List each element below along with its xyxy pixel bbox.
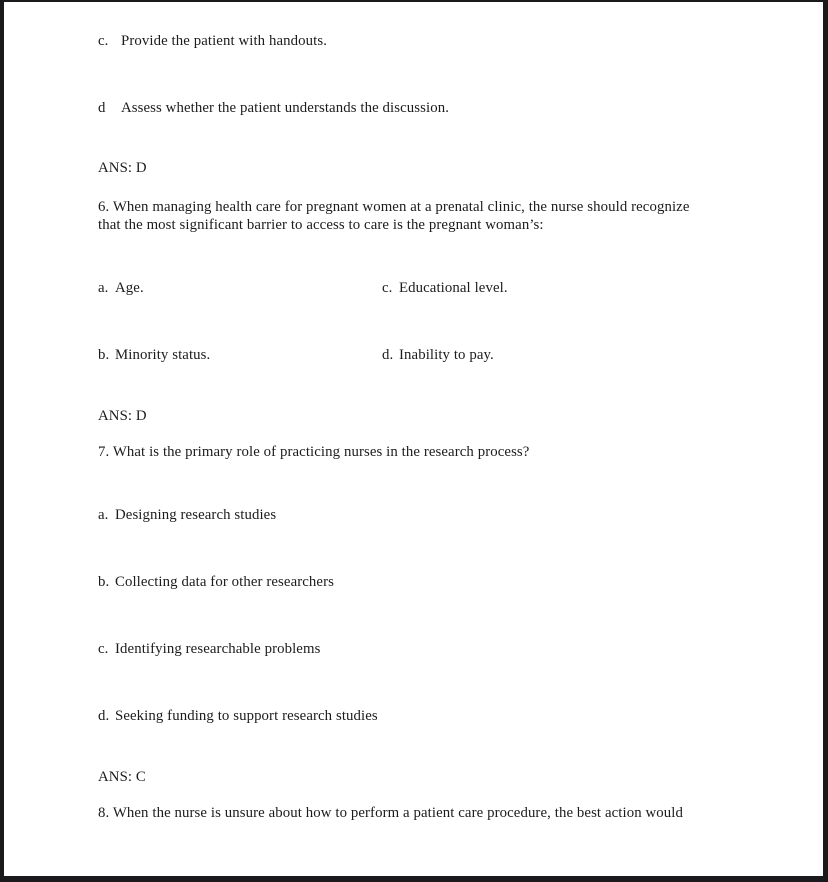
answer-key-q5: ANS: D [98, 160, 147, 176]
option-letter: c. [98, 33, 109, 49]
q7-option-d [98, 708, 378, 726]
option-text: Minority status. [115, 347, 211, 363]
option-text: Educational level. [399, 280, 508, 296]
answer-option-c5 [98, 33, 327, 51]
option-text: Assess whether the patient understands the discussion. [121, 100, 449, 116]
option-letter: d. [382, 347, 394, 363]
option-letter: b. [98, 347, 110, 363]
option-text: Seeking funding to support research studies [115, 708, 378, 724]
option-text: Inability to pay. [399, 347, 494, 363]
q6-option-c [382, 280, 508, 298]
q6-option-a [98, 280, 144, 298]
q6-option-d [382, 347, 494, 365]
question-8-text: 8. When the nurse is unsure about how to perform a patient care procedure, the best action would [98, 805, 683, 821]
q7-option-c [98, 641, 320, 659]
option-letter: d. [98, 708, 110, 724]
option-letter: b. [98, 574, 110, 590]
option-text: Designing research studies [115, 507, 277, 523]
option-text: Provide the patient with handouts. [121, 33, 328, 49]
answer-option-d5 [98, 100, 449, 118]
q6-option-b [98, 347, 210, 365]
option-letter: d [98, 100, 106, 116]
answer-key-q6: ANS: D [98, 408, 147, 424]
question-6-text: 6. When managing health care for pregnant women at a prenatal clinic, the nurse should recognize that the most significant barrier to access to care is the pregnant woman’s: [98, 199, 690, 233]
option-letter: c. [98, 641, 109, 657]
option-text: Collecting data for other researchers [115, 574, 334, 590]
option-letter: a. [98, 280, 109, 296]
document-page [4, 2, 823, 876]
q7-option-a [98, 507, 276, 525]
q7-option-b [98, 574, 334, 592]
question-7-text: 7. What is the primary role of practicing nurses in the research process? [98, 444, 530, 460]
option-letter: a. [98, 507, 109, 523]
option-text: Identifying researchable problems [115, 641, 321, 657]
answer-key-q7: ANS: C [98, 769, 146, 785]
option-text: Age. [115, 280, 144, 296]
option-letter: c. [382, 280, 393, 296]
